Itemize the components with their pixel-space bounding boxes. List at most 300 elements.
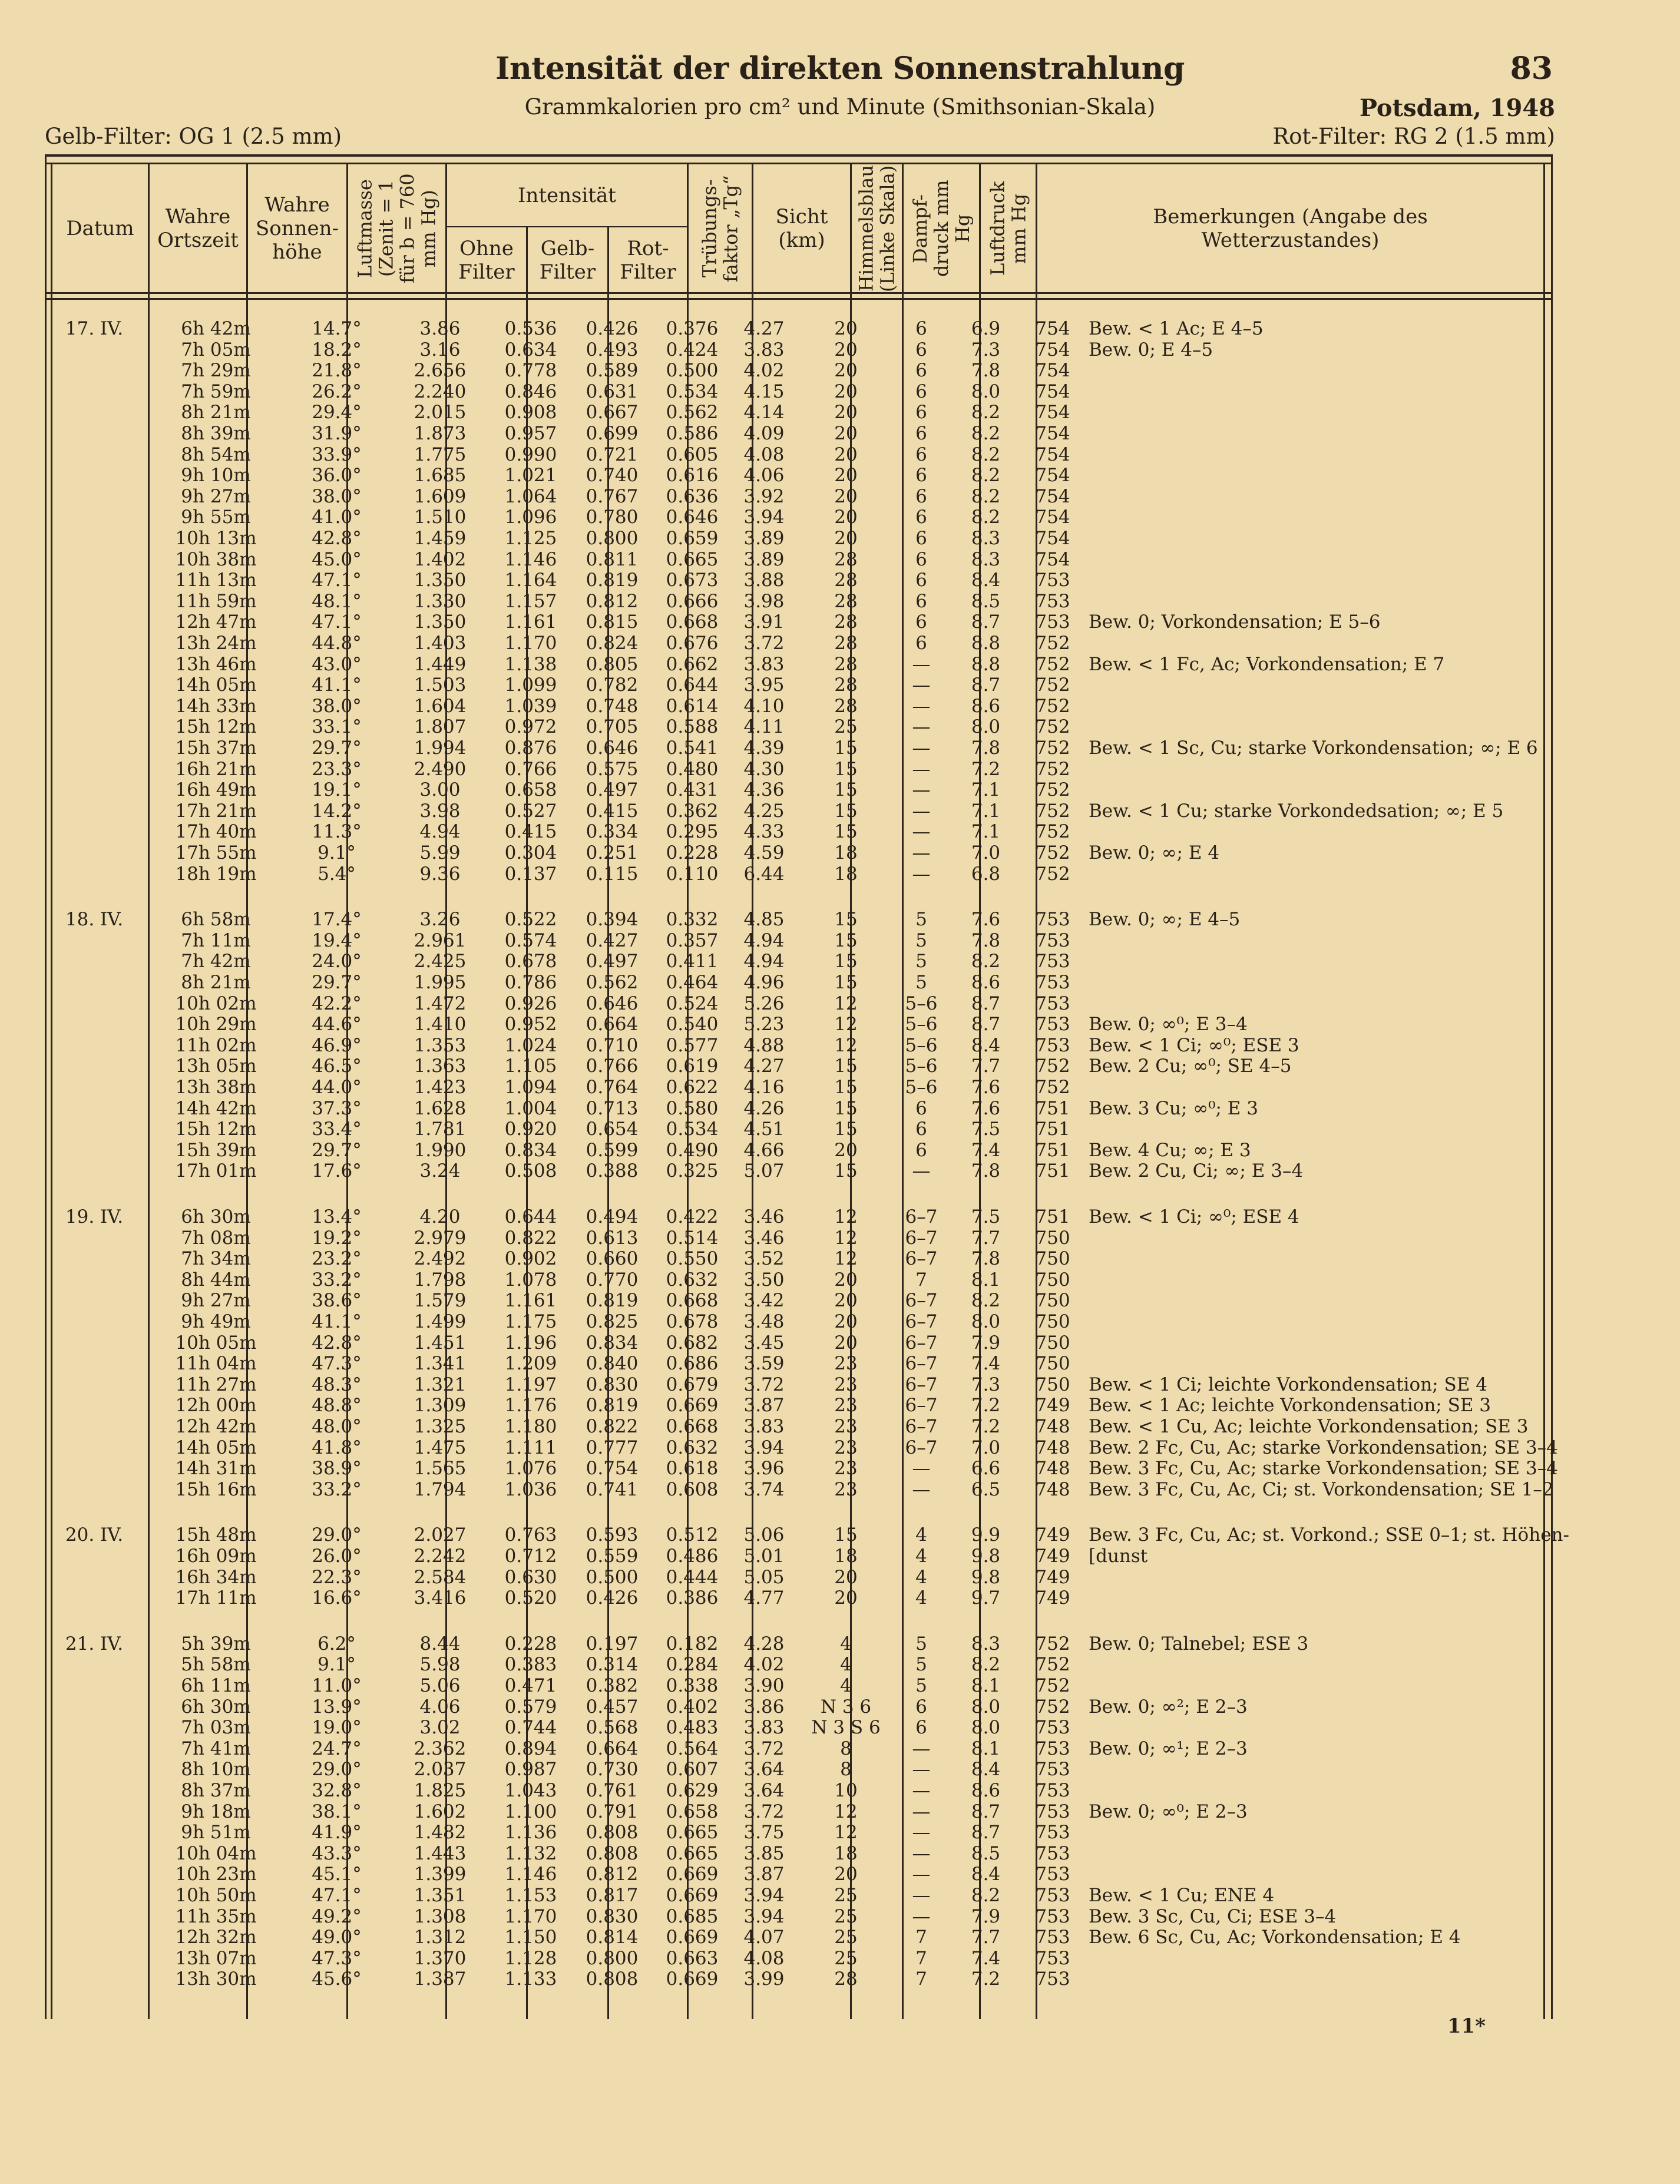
cell-luftmasse: 3.16 <box>419 339 461 360</box>
table-row <box>45 674 1553 696</box>
cell-luftmasse: 1.565 <box>414 1458 467 1479</box>
cell-truebungsfaktor: 5.07 <box>743 1160 785 1182</box>
header-bemerkungen: Bemerkungen (Angabe des Wetterzustandes) <box>1153 205 1428 252</box>
cell-sonnenhoehe: 48.3° <box>312 1374 362 1395</box>
cell-truebungsfaktor: 5.01 <box>743 1546 785 1567</box>
cell-sonnenhoehe: 13.9° <box>312 1696 362 1718</box>
cell-sicht: 12 <box>834 1248 858 1269</box>
cell-ohne-filter: 0.228 <box>504 1633 557 1654</box>
cell-sonnenhoehe: 44.0° <box>312 1077 362 1098</box>
cell-himmelsblau: — <box>912 800 931 822</box>
cell-sonnenhoehe: 45.1° <box>312 1864 362 1885</box>
cell-dampfdruck: 8.6 <box>971 972 1001 993</box>
cell-bemerkungen: Bew. 2 Cu; ∞⁰; SE 4–5 <box>1089 1055 1292 1077</box>
cell-ohne-filter: 1.096 <box>504 507 557 528</box>
cell-luftmasse: 1.308 <box>414 1906 467 1927</box>
table-row <box>45 1479 1553 1500</box>
cell-sicht: 15 <box>834 737 858 759</box>
cell-gelb-filter: 0.808 <box>586 1843 639 1864</box>
cell-sonnenhoehe: 16.6° <box>312 1587 362 1609</box>
cell-ohne-filter: 1.170 <box>504 633 557 654</box>
cell-sicht: 20 <box>834 339 858 360</box>
cell-bemerkungen: Bew. < 1 Cu, Ac; leichte Vorkondensation; SE 3 <box>1089 1416 1529 1437</box>
cell-luftdruck: 754 <box>1035 360 1070 381</box>
cell-gelb-filter: 0.251 <box>586 842 639 863</box>
cell-dampfdruck: 8.7 <box>971 1801 1001 1822</box>
cell-himmelsblau: 6 <box>915 465 927 486</box>
cell-luftmasse: 1.798 <box>414 1269 467 1290</box>
page-subtitle: Grammkalorien pro cm² und Minute (Smithsonian-Skala) <box>524 94 1156 120</box>
cell-luftmasse: 1.402 <box>414 549 467 570</box>
cell-rot-filter: 0.464 <box>666 972 719 993</box>
cell-truebungsfaktor: 5.26 <box>743 993 785 1014</box>
cell-datum: 21. IV. <box>65 1633 124 1654</box>
cell-sonnenhoehe: 21.8° <box>312 360 362 381</box>
cell-rot-filter: 0.422 <box>666 1206 719 1227</box>
cell-sonnenhoehe: 38.9° <box>312 1458 362 1479</box>
cell-ohne-filter: 0.926 <box>504 993 557 1014</box>
cell-himmelsblau: 4 <box>915 1567 927 1588</box>
table-row <box>45 930 1553 951</box>
cell-ohne-filter: 0.972 <box>504 716 557 737</box>
cell-sicht: 12 <box>834 1206 858 1227</box>
cell-luftmasse: 2.961 <box>414 930 467 951</box>
cell-truebungsfaktor: 4.16 <box>743 1077 785 1098</box>
cell-ortszeit: 17h 21m <box>175 800 257 822</box>
cell-dampfdruck: 8.6 <box>971 1780 1001 1801</box>
cell-bemerkungen: Bew. 0; ∞; E 4–5 <box>1089 909 1241 930</box>
cell-sicht: 28 <box>834 611 858 633</box>
cell-truebungsfaktor: 4.11 <box>743 716 785 737</box>
table-row <box>45 1290 1553 1311</box>
cell-rot-filter: 0.668 <box>666 1416 719 1437</box>
table-row <box>45 1864 1553 1885</box>
cell-bemerkungen: Bew. 2 Cu, Ci; ∞; E 3–4 <box>1089 1160 1304 1182</box>
cell-dampfdruck: 7.3 <box>971 1374 1001 1395</box>
cell-truebungsfaktor: 4.26 <box>743 1098 785 1119</box>
cell-dampfdruck: 8.4 <box>971 1759 1001 1780</box>
cell-sicht: 20 <box>834 1587 858 1609</box>
cell-dampfdruck: 7.7 <box>971 1055 1001 1077</box>
cell-rot-filter: 0.669 <box>666 1864 719 1885</box>
cell-himmelsblau: 6 <box>915 507 927 528</box>
cell-rot-filter: 0.411 <box>666 951 719 972</box>
cell-rot-filter: 0.622 <box>666 1077 719 1098</box>
cell-luftdruck: 750 <box>1035 1332 1070 1354</box>
cell-gelb-filter: 0.613 <box>586 1227 639 1249</box>
cell-luftdruck: 753 <box>1035 1759 1070 1780</box>
cell-dampfdruck: 7.8 <box>971 930 1001 951</box>
cell-rot-filter: 0.665 <box>666 549 719 570</box>
cell-dampfdruck: 8.4 <box>971 570 1001 591</box>
cell-dampfdruck: 8.7 <box>971 1822 1001 1843</box>
cell-luftdruck: 753 <box>1035 1927 1070 1948</box>
cell-luftmasse: 1.321 <box>414 1374 467 1395</box>
cell-sicht: 8 <box>840 1738 852 1759</box>
cell-truebungsfaktor: 4.59 <box>743 842 785 863</box>
cell-luftmasse: 1.602 <box>414 1801 467 1822</box>
cell-sonnenhoehe: 47.1° <box>312 570 362 591</box>
cell-bemerkungen: Bew. < 1 Cu; ENE 4 <box>1089 1885 1275 1906</box>
cell-luftmasse: 1.990 <box>414 1140 467 1161</box>
cell-himmelsblau: 6–7 <box>905 1206 938 1227</box>
cell-dampfdruck: 7.4 <box>971 1353 1001 1374</box>
cell-gelb-filter: 0.710 <box>586 1035 639 1056</box>
cell-gelb-filter: 0.559 <box>586 1546 639 1567</box>
cell-rot-filter: 0.362 <box>666 800 719 822</box>
cell-sonnenhoehe: 14.2° <box>312 800 362 822</box>
cell-himmelsblau: 5–6 <box>905 1077 938 1098</box>
page-number: 83 <box>1510 51 1553 87</box>
cell-dampfdruck: 7.8 <box>971 1248 1001 1269</box>
cell-dampfdruck: 7.6 <box>971 909 1001 930</box>
cell-himmelsblau: — <box>912 654 931 675</box>
cell-rot-filter: 0.182 <box>666 1633 719 1654</box>
cell-gelb-filter: 0.631 <box>586 381 639 402</box>
cell-sonnenhoehe: 47.3° <box>312 1948 362 1969</box>
cell-ortszeit: 12h 47m <box>175 611 257 633</box>
cell-ohne-filter: 0.522 <box>504 909 557 930</box>
cell-gelb-filter: 0.427 <box>586 930 639 951</box>
cell-luftmasse: 2.656 <box>414 360 467 381</box>
cell-sicht: 23 <box>834 1437 858 1458</box>
cell-truebungsfaktor: 5.23 <box>743 1014 785 1035</box>
table-row <box>45 1948 1553 1969</box>
cell-gelb-filter: 0.812 <box>586 591 639 612</box>
cell-gelb-filter: 0.822 <box>586 1416 639 1437</box>
cell-gelb-filter: 0.388 <box>586 1160 639 1182</box>
cell-sonnenhoehe: 24.0° <box>312 951 362 972</box>
cell-luftdruck: 750 <box>1035 1269 1070 1290</box>
cell-rot-filter: 0.676 <box>666 633 719 654</box>
cell-truebungsfaktor: 4.96 <box>743 972 785 993</box>
cell-luftdruck: 753 <box>1035 930 1070 951</box>
cell-rot-filter: 0.325 <box>666 1160 719 1182</box>
cell-luftdruck: 753 <box>1035 611 1070 633</box>
cell-bemerkungen: Bew. 6 Sc, Cu, Ac; Vorkondensation; E 4 <box>1089 1927 1461 1948</box>
cell-luftmasse: 4.94 <box>419 821 461 842</box>
cell-luftmasse: 1.312 <box>414 1927 467 1948</box>
cell-sonnenhoehe: 47.1° <box>312 611 362 633</box>
cell-ohne-filter: 1.146 <box>504 1864 557 1885</box>
cell-luftdruck: 753 <box>1035 1738 1070 1759</box>
cell-sonnenhoehe: 49.0° <box>312 1927 362 1948</box>
cell-sicht: 15 <box>834 1524 858 1546</box>
cell-truebungsfaktor: 4.02 <box>743 360 785 381</box>
cell-luftdruck: 752 <box>1035 863 1070 885</box>
cell-dampfdruck: 8.0 <box>971 381 1001 402</box>
cell-rot-filter: 0.534 <box>666 1119 719 1140</box>
cell-sicht: 25 <box>834 716 858 737</box>
cell-sonnenhoehe: 31.9° <box>312 423 362 444</box>
cell-dampfdruck: 8.6 <box>971 696 1001 717</box>
cell-sonnenhoehe: 33.1° <box>312 716 362 737</box>
cell-luftmasse: 3.02 <box>419 1717 461 1738</box>
cell-gelb-filter: 0.713 <box>586 1098 639 1119</box>
cell-ortszeit: 15h 12m <box>175 1119 257 1140</box>
cell-gelb-filter: 0.830 <box>586 1906 639 1927</box>
cell-sicht: 15 <box>834 1119 858 1140</box>
cell-luftmasse: 3.00 <box>419 779 461 800</box>
cell-rot-filter: 0.629 <box>666 1780 719 1801</box>
cell-ortszeit: 6h 30m <box>181 1696 251 1718</box>
table-row <box>45 486 1553 507</box>
cell-sonnenhoehe: 17.6° <box>312 1160 362 1182</box>
table-row <box>45 1395 1553 1416</box>
cell-dampfdruck: 9.9 <box>971 1524 1001 1546</box>
cell-ohne-filter: 0.579 <box>504 1696 557 1718</box>
cell-truebungsfaktor: 3.92 <box>743 486 785 507</box>
cell-dampfdruck: 6.6 <box>971 1458 1001 1479</box>
cell-rot-filter: 0.284 <box>666 1654 719 1675</box>
cell-truebungsfaktor: 4.51 <box>743 1119 785 1140</box>
cell-truebungsfaktor: 3.90 <box>743 1675 785 1696</box>
cell-sonnenhoehe: 19.0° <box>312 1717 362 1738</box>
cell-luftdruck: 751 <box>1035 1140 1070 1161</box>
table-row <box>45 654 1553 675</box>
header-rot-filter: Rot- Filter <box>620 237 676 284</box>
cell-himmelsblau: 4 <box>915 1587 927 1609</box>
cell-rot-filter: 0.619 <box>666 1055 719 1077</box>
cell-gelb-filter: 0.415 <box>586 800 639 822</box>
cell-dampfdruck: 8.2 <box>971 444 1001 465</box>
cell-luftdruck: 753 <box>1035 951 1070 972</box>
cell-luftdruck: 749 <box>1035 1567 1070 1588</box>
cell-bemerkungen: [dunst <box>1089 1546 1148 1567</box>
cell-himmelsblau: 6 <box>915 611 927 633</box>
cell-sonnenhoehe: 13.4° <box>312 1206 362 1227</box>
cell-sonnenhoehe: 17.4° <box>312 909 362 930</box>
cell-luftmasse: 1.609 <box>414 486 467 507</box>
cell-himmelsblau: 6 <box>915 633 927 654</box>
cell-gelb-filter: 0.815 <box>586 611 639 633</box>
cell-sicht: 28 <box>834 549 858 570</box>
cell-himmelsblau: 7 <box>915 1269 927 1290</box>
cell-gelb-filter: 0.646 <box>586 737 639 759</box>
cell-sicht: 25 <box>834 1885 858 1906</box>
cell-truebungsfaktor: 3.96 <box>743 1458 785 1479</box>
cell-ohne-filter: 1.161 <box>504 611 557 633</box>
cell-truebungsfaktor: 3.83 <box>743 339 785 360</box>
cell-himmelsblau: 6–7 <box>905 1416 938 1437</box>
cell-dampfdruck: 8.5 <box>971 1843 1001 1864</box>
cell-sonnenhoehe: 38.1° <box>312 1801 362 1822</box>
cell-sicht: 28 <box>834 1968 858 1990</box>
cell-truebungsfaktor: 3.89 <box>743 528 785 549</box>
cell-truebungsfaktor: 3.87 <box>743 1395 785 1416</box>
cell-himmelsblau: 6–7 <box>905 1353 938 1374</box>
cell-ohne-filter: 1.099 <box>504 674 557 696</box>
cell-luftmasse: 1.459 <box>414 528 467 549</box>
cell-gelb-filter: 0.740 <box>586 465 639 486</box>
cell-ohne-filter: 1.150 <box>504 1927 557 1948</box>
cell-dampfdruck: 8.2 <box>971 951 1001 972</box>
cell-dampfdruck: 7.1 <box>971 800 1001 822</box>
cell-sonnenhoehe: 44.6° <box>312 1014 362 1035</box>
cell-luftdruck: 753 <box>1035 1843 1070 1864</box>
cell-sonnenhoehe: 33.2° <box>312 1269 362 1290</box>
cell-himmelsblau: — <box>912 1738 931 1759</box>
cell-luftdruck: 753 <box>1035 909 1070 930</box>
cell-gelb-filter: 0.667 <box>586 402 639 423</box>
cell-rot-filter: 0.295 <box>666 821 719 842</box>
cell-luftdruck: 754 <box>1035 318 1070 339</box>
cell-bemerkungen: Bew. < 1 Fc, Ac; Vorkondensation; E 7 <box>1089 654 1445 675</box>
cell-luftdruck: 752 <box>1035 737 1070 759</box>
cell-ortszeit: 13h 07m <box>175 1948 257 1969</box>
cell-dampfdruck: 9.7 <box>971 1587 1001 1609</box>
cell-ohne-filter: 0.658 <box>504 779 557 800</box>
cell-ohne-filter: 0.786 <box>504 972 557 993</box>
table-row <box>45 1675 1553 1696</box>
cell-dampfdruck: 7.2 <box>971 759 1001 780</box>
cell-gelb-filter: 0.754 <box>586 1458 639 1479</box>
cell-ortszeit: 7h 34m <box>181 1248 251 1269</box>
table-row <box>45 1654 1553 1675</box>
cell-truebungsfaktor: 4.15 <box>743 381 785 402</box>
cell-luftdruck: 754 <box>1035 339 1070 360</box>
cell-rot-filter: 0.607 <box>666 1759 719 1780</box>
cell-ortszeit: 10h 29m <box>175 1014 257 1035</box>
cell-luftmasse: 2.979 <box>414 1227 467 1249</box>
cell-luftmasse: 1.410 <box>414 1014 467 1035</box>
cell-sicht: 20 <box>834 318 858 339</box>
cell-ohne-filter: 0.822 <box>504 1227 557 1249</box>
cell-luftmasse: 1.350 <box>414 570 467 591</box>
cell-rot-filter: 0.540 <box>666 1014 719 1035</box>
cell-dampfdruck: 7.4 <box>971 1948 1001 1969</box>
yellow-filter-note: Gelb-Filter: OG 1 (2.5 mm) <box>45 124 342 149</box>
cell-bemerkungen: Bew. 3 Fc, Cu, Ac; st. Vorkond.; SSE 0–1; st. Höhen- <box>1089 1524 1569 1546</box>
cell-rot-filter: 0.402 <box>666 1696 719 1718</box>
cell-himmelsblau: 7 <box>915 1948 927 1969</box>
cell-ortszeit: 10h 13m <box>175 528 257 549</box>
table-row <box>45 1458 1558 1479</box>
cell-truebungsfaktor: 3.46 <box>743 1206 785 1227</box>
cell-sonnenhoehe: 29.7° <box>312 1140 362 1161</box>
cell-luftmasse: 1.825 <box>414 1780 467 1801</box>
cell-bemerkungen: Bew. 0; Talnebel; ESE 3 <box>1089 1633 1309 1654</box>
cell-sicht: 28 <box>834 570 858 591</box>
cell-rot-filter: 0.483 <box>666 1717 719 1738</box>
table-row <box>45 1248 1553 1269</box>
cell-sicht: 20 <box>834 1311 858 1332</box>
cell-sicht: 12 <box>834 993 858 1014</box>
cell-sonnenhoehe: 37.3° <box>312 1098 362 1119</box>
cell-himmelsblau: 6–7 <box>905 1437 938 1458</box>
cell-ohne-filter: 0.383 <box>504 1654 557 1675</box>
cell-dampfdruck: 8.0 <box>971 716 1001 737</box>
cell-luftmasse: 1.685 <box>414 465 467 486</box>
cell-himmelsblau: — <box>912 842 931 863</box>
cell-sonnenhoehe: 43.3° <box>312 1843 362 1864</box>
cell-ortszeit: 10h 50m <box>175 1885 257 1906</box>
cell-gelb-filter: 0.808 <box>586 1968 639 1990</box>
cell-sonnenhoehe: 48.0° <box>312 1416 362 1437</box>
cell-sonnenhoehe: 42.8° <box>312 528 362 549</box>
cell-sicht: 20 <box>834 1332 858 1354</box>
cell-rot-filter: 0.665 <box>666 1843 719 1864</box>
cell-gelb-filter: 0.382 <box>586 1675 639 1696</box>
cell-sonnenhoehe: 14.7° <box>312 318 362 339</box>
cell-truebungsfaktor: 3.52 <box>743 1248 785 1269</box>
cell-luftdruck: 753 <box>1035 1780 1070 1801</box>
cell-gelb-filter: 0.834 <box>586 1332 639 1354</box>
cell-ortszeit: 16h 49m <box>175 779 257 800</box>
cell-sonnenhoehe: 46.5° <box>312 1055 362 1077</box>
cell-ohne-filter: 1.146 <box>504 549 557 570</box>
cell-sonnenhoehe: 23.3° <box>312 759 362 780</box>
cell-sicht: 25 <box>834 1948 858 1969</box>
cell-sicht: 4 <box>840 1675 852 1696</box>
cell-luftdruck: 754 <box>1035 444 1070 465</box>
cell-luftmasse: 1.994 <box>414 737 467 759</box>
cell-truebungsfaktor: 3.98 <box>743 591 785 612</box>
cell-ortszeit: 13h 05m <box>175 1055 257 1077</box>
cell-bemerkungen: Bew. 0; ∞¹; E 2–3 <box>1089 1738 1248 1759</box>
cell-luftmasse: 1.628 <box>414 1098 467 1119</box>
cell-gelb-filter: 0.457 <box>586 1696 639 1718</box>
cell-luftdruck: 754 <box>1035 486 1070 507</box>
cell-dampfdruck: 8.8 <box>971 654 1001 675</box>
cell-sonnenhoehe: 19.2° <box>312 1227 362 1249</box>
header-gelb-filter: Gelb- Filter <box>539 237 596 284</box>
cell-truebungsfaktor: 4.94 <box>743 951 785 972</box>
cell-rot-filter: 0.562 <box>666 402 719 423</box>
cell-rot-filter: 0.586 <box>666 423 719 444</box>
cell-rot-filter: 0.490 <box>666 1140 719 1161</box>
cell-ohne-filter: 0.902 <box>504 1248 557 1269</box>
cell-luftmasse: 2.490 <box>414 759 467 780</box>
cell-truebungsfaktor: 5.06 <box>743 1524 785 1546</box>
cell-dampfdruck: 6.9 <box>971 318 1001 339</box>
table-row <box>45 716 1553 737</box>
cell-rot-filter: 0.632 <box>666 1269 719 1290</box>
cell-ohne-filter: 1.078 <box>504 1269 557 1290</box>
cell-ortszeit: 16h 09m <box>175 1546 257 1567</box>
cell-rot-filter: 0.662 <box>666 654 719 675</box>
cell-gelb-filter: 0.497 <box>586 779 639 800</box>
cell-ohne-filter: 0.574 <box>504 930 557 951</box>
cell-rot-filter: 0.614 <box>666 696 719 717</box>
cell-ohne-filter: 1.111 <box>504 1437 557 1458</box>
cell-rot-filter: 0.486 <box>666 1546 719 1567</box>
cell-bemerkungen: Bew. 0; ∞⁰; E 2–3 <box>1089 1801 1248 1822</box>
cell-gelb-filter: 0.817 <box>586 1885 639 1906</box>
cell-ortszeit: 15h 16m <box>175 1479 257 1500</box>
cell-ortszeit: 9h 18m <box>181 1801 251 1822</box>
cell-dampfdruck: 8.8 <box>971 633 1001 654</box>
cell-ortszeit: 11h 35m <box>175 1906 257 1927</box>
cell-rot-filter: 0.424 <box>666 339 719 360</box>
cell-rot-filter: 0.618 <box>666 1458 719 1479</box>
cell-himmelsblau: 6 <box>915 381 927 402</box>
cell-luftmasse: 1.503 <box>414 674 467 696</box>
header-luftmasse: Luftmasse (Zenit = 1 für b = 760 mm Hg) <box>353 173 440 284</box>
cell-himmelsblau: — <box>912 1843 931 1864</box>
cell-bemerkungen: Bew. < 1 Ac; E 4–5 <box>1089 318 1264 339</box>
cell-luftmasse: 2.240 <box>414 381 467 402</box>
cell-ortszeit: 7h 41m <box>181 1738 251 1759</box>
cell-sicht: N 3 6 <box>820 1696 872 1718</box>
cell-ortszeit: 8h 44m <box>181 1269 251 1290</box>
cell-dampfdruck: 8.3 <box>971 549 1001 570</box>
cell-rot-filter: 0.524 <box>666 993 719 1014</box>
cell-gelb-filter: 0.664 <box>586 1014 639 1035</box>
cell-truebungsfaktor: 3.72 <box>743 1801 785 1822</box>
cell-truebungsfaktor: 4.10 <box>743 696 785 717</box>
cell-bemerkungen: Bew. 4 Cu; ∞; E 3 <box>1089 1140 1251 1161</box>
